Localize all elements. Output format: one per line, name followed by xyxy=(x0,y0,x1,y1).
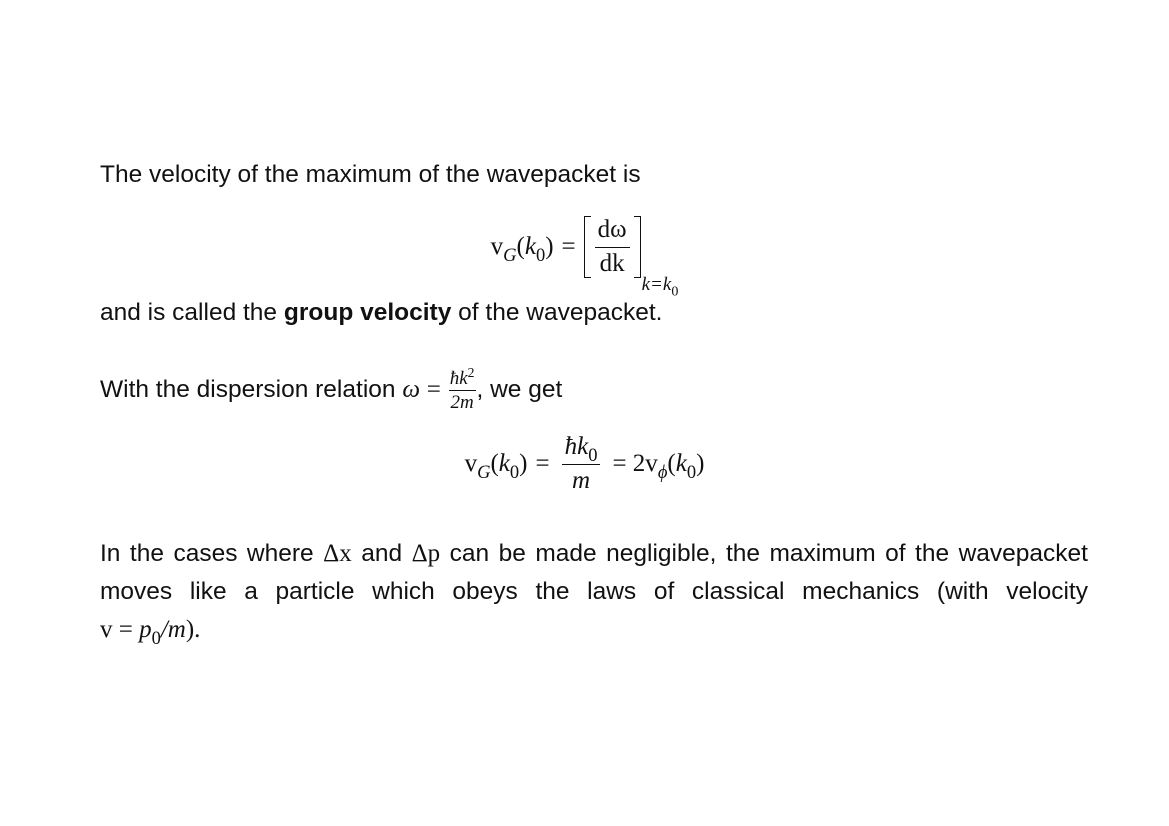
eq2-denominator: m xyxy=(571,466,591,494)
paragraph-intro xyxy=(100,156,1088,194)
eq1-evaluation-limit: $k=k_0$ xyxy=(641,274,679,300)
eq2-fraction xyxy=(562,433,601,496)
eq1-numerator: dω xyxy=(595,216,630,248)
paragraph-dispersion: With the dispersion relation ω = $\frac{ħk^2}{2m}$ , we get xyxy=(100,365,563,414)
eq2-rhs: = $2v_\phi(k_0)$ xyxy=(612,450,705,484)
term-group-velocity: group velocity xyxy=(283,299,452,326)
paragraph-group-velocity: and is called the group velocity of the wavepacket. xyxy=(100,299,663,326)
equation-group-velocity-definition xyxy=(0,206,1169,300)
eq1-lhs: $v_G(k_0)$ xyxy=(490,233,554,267)
right-bracket xyxy=(634,216,641,279)
eq1-equals: = xyxy=(561,233,576,260)
classical-line-2: moves like a particle which obeys the laws of classical mechanics (with velocity xyxy=(100,578,1088,605)
eq2-numerator: $ħk_0$ xyxy=(562,433,601,465)
paragraph-classical-limit xyxy=(100,535,1088,649)
eq1-denominator: dk xyxy=(599,249,625,277)
intro-text: The velocity of the maximum of the wavepacket is xyxy=(100,161,641,188)
equation-group-velocity-result: $v_G(k_0)$ = $\frac{ħk_0}{m}$ = $2v_\phi(k_0)$ xyxy=(464,432,705,494)
left-bracket xyxy=(584,216,591,279)
classical-line-1: In the cases where Δx and Δp can be made negligible, the maximum of the wavepacket xyxy=(100,540,1088,567)
eq1-fraction xyxy=(595,216,630,279)
classical-line-3: $v = p_0/m$). xyxy=(100,616,201,650)
eq2-lhs: $v_G(k_0)$ xyxy=(464,450,528,484)
eq1-bracket xyxy=(584,216,641,279)
dispersion-fraction: $\frac{ħk^2}{2m}$ xyxy=(449,365,475,414)
